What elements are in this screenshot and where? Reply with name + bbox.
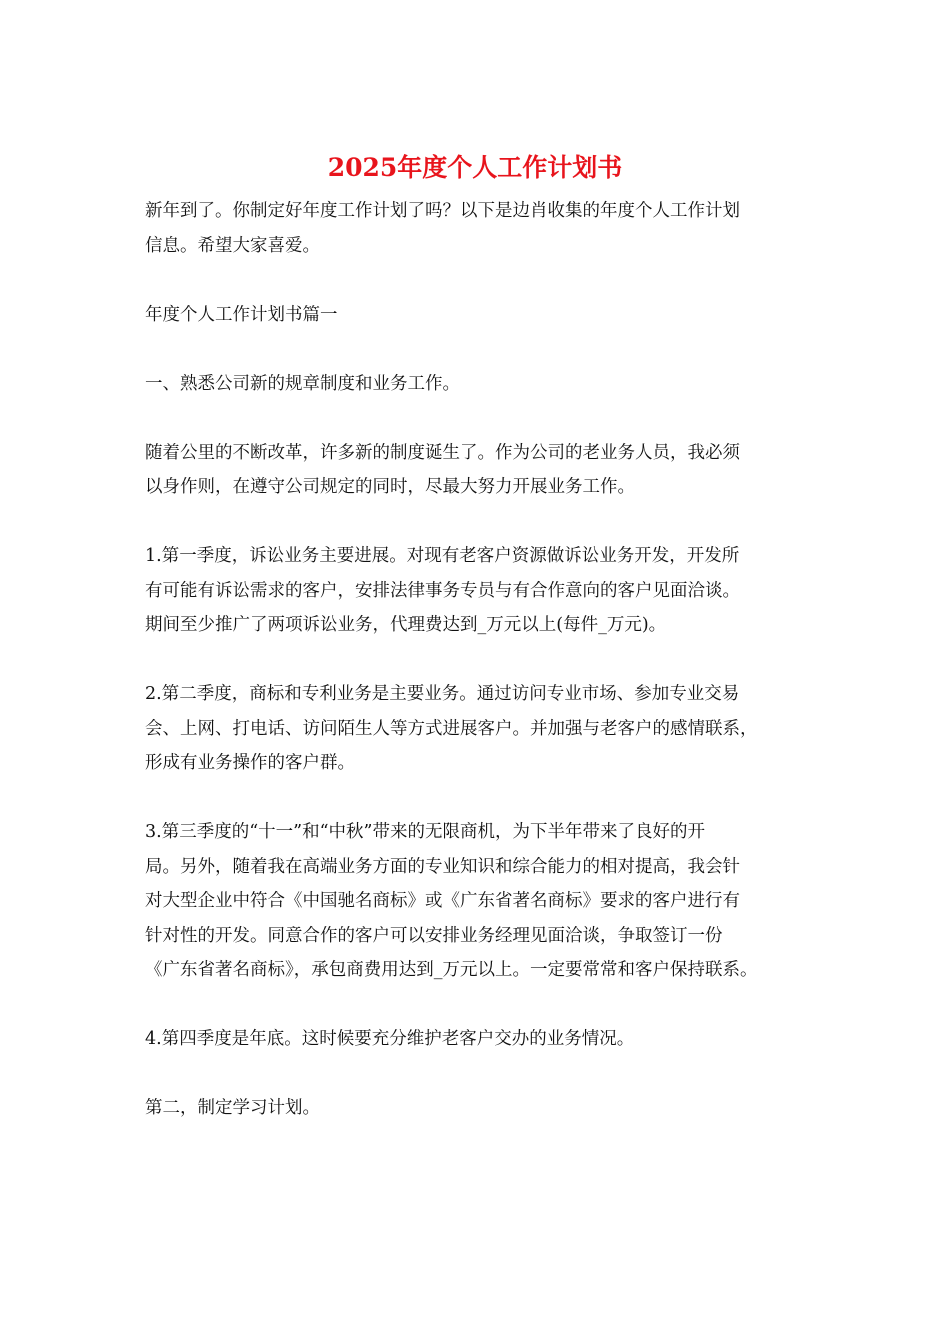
paragraph-q3 bbox=[145, 815, 835, 988]
paragraph-line: 一、熟悉公司新的规章制度和业务工作。 bbox=[145, 373, 460, 394]
paragraph-line: 3.第三季度的“十一”和“中秋”带来的无限商机，为下半年带来了良好的开 bbox=[145, 822, 705, 842]
paragraph-line: 第二，制定学习计划。 bbox=[145, 1098, 320, 1118]
paragraph-line: 局。另外，随着我在高端业务方面的专业知识和综合能力的相对提高，我会针 bbox=[145, 856, 740, 877]
paragraph-line: 信息。希望大家喜爱。 bbox=[145, 235, 320, 256]
paragraph-q4 bbox=[145, 1022, 835, 1057]
paragraph-line: 对大型企业中符合《中国驰名商标》或《广东省著名商标》要求的客户进行有 bbox=[145, 891, 740, 911]
paragraph-q2 bbox=[145, 677, 835, 781]
subsection-heading bbox=[145, 367, 835, 402]
paragraph-line: 会、上网、打电话、访问陌生人等方式进展客户。并加强与老客户的感情联系， bbox=[145, 718, 758, 739]
paragraph-line: 以身作则，在遵守公司规定的同时，尽最大努力开展业务工作。 bbox=[145, 477, 635, 497]
paragraph-line: 针对性的开发。同意合作的客户可以安排业务经理见面洽谈，争取签订一份 bbox=[145, 925, 723, 946]
paragraph-line: 期间至少推广了两项诉讼业务，代理费达到_万元以上(每件_万元)。 bbox=[145, 615, 667, 635]
paragraph-reform bbox=[145, 436, 835, 505]
paragraph-q1 bbox=[145, 539, 835, 643]
subsection-heading bbox=[145, 1091, 835, 1126]
paragraph-line: 新年到了。你制定好年度工作计划了吗？以下是边肖收集的年度个人工作计划 bbox=[145, 201, 740, 221]
paragraph-line: 4.第四季度是年底。这时候要充分维护老客户交办的业务情况。 bbox=[145, 1029, 635, 1049]
document-title: 2025年度个人工作计划书 bbox=[327, 153, 623, 182]
document-body bbox=[145, 194, 835, 1160]
paragraph-line: 年度个人工作计划书篇一 bbox=[145, 304, 338, 325]
paragraph-line: 随着公里的不断改革，许多新的制度诞生了。作为公司的老业务人员，我必须 bbox=[145, 442, 740, 463]
section-heading bbox=[145, 298, 835, 333]
paragraph-line: 有可能有诉讼需求的客户，安排法律事务专员与有合作意向的客户见面洽谈。 bbox=[145, 580, 740, 601]
paragraph-line: 形成有业务操作的客户群。 bbox=[145, 753, 355, 773]
paragraph-line: 《广东省著名商标》，承包商费用达到_万元以上。一定要常常和客户保持联系。 bbox=[145, 960, 758, 980]
paragraph-line: 2.第二季度，商标和专利业务是主要业务。通过访问专业市场、参加专业交易 bbox=[145, 684, 740, 704]
paragraph-line: 1.第一季度，诉讼业务主要进展。对现有老客户资源做诉讼业务开发，开发所 bbox=[145, 546, 740, 566]
paragraph-intro bbox=[145, 194, 835, 263]
